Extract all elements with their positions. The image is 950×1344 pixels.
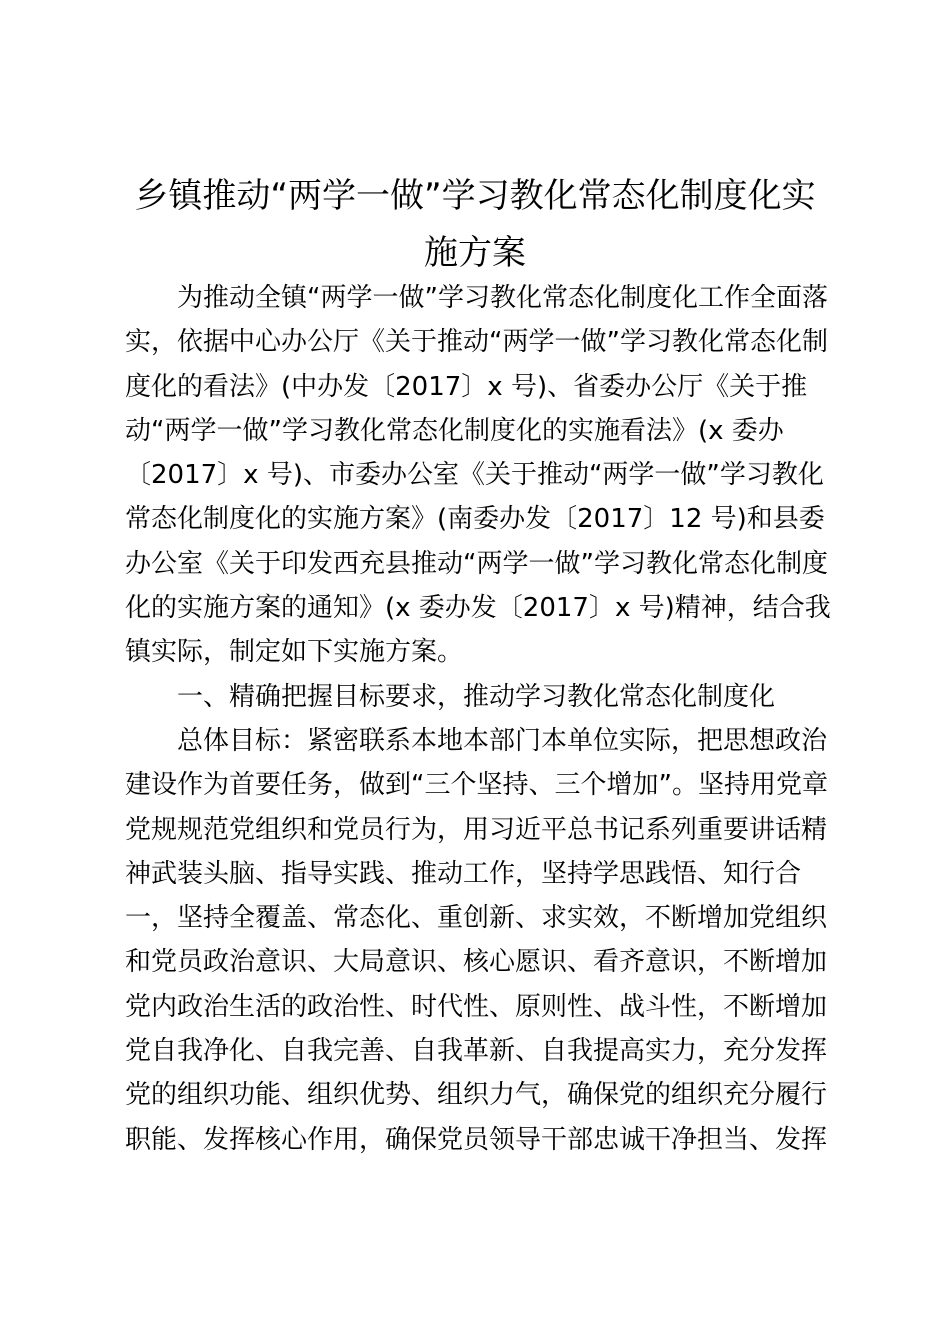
paragraph-goal [125,719,828,1162]
paragraph-line: 和党员政治意识、大局意识、核心愿识、看齐意识，不断增加 [125,947,828,978]
paragraph-line: 为推动全镇“两学一做”学习教化常态化制度化工作全面落 [177,283,828,313]
paragraph-line: 办公室《关于印发西充县推动“两学一做”学习教化常态化制度 [125,548,828,579]
paragraph-line: 总体目标：紧密联系本地本部门本单位实际，把思想政治 [177,725,828,756]
paragraph-line: 〔2017〕x 号)、市委办公室《关于推动“两学一做”学习教化 [125,460,824,491]
document-body [125,276,831,1162]
paragraph-line: 党内政治生活的政治性、时代性、原则性、战斗性，不断增加 [125,991,828,1022]
paragraph-intro [125,276,831,675]
paragraph-line: 职能、发挥核心作用，确保党员领导干部忠诚干净担当、发挥 [125,1124,828,1155]
section-heading-1: 一、精确把握目标要求，推动学习教化常态化制度化 [177,681,776,712]
paragraph-line: 实，依据中心办公厅《关于推动“两学一做”学习教化常态化制 [125,327,828,358]
paragraph-line: 党规规范党组织和党员行为，用习近平总书记系列重要讲话精 [125,814,828,845]
paragraph-line: 动“两学一做”学习教化常态化制度化的实施看法》(x 委办 [125,415,784,446]
title-line-1: 乡镇推动“两学一做”学习教化常态化制度化实 [134,176,816,216]
paragraph-line: 常态化制度化的实施方案》(南委办发〔2017〕12 号)和县委 [125,504,825,535]
paragraph-line: 党自我净化、自我完善、自我革新、自我提高实力，充分发挥 [125,1036,828,1067]
paragraph-line: 化的实施方案的通知》(x 委办发〔2017〕x 号)精神，结合我 [125,593,831,624]
paragraph-line: 党的组织功能、组织优势、组织力气，确保党的组织充分履行 [125,1080,828,1111]
paragraph-line: 神武装头脑、指导实践、推动工作，坚持学思践悟、知行合 [125,858,802,889]
paragraph-line: 建设作为首要任务，做到“三个坚持、三个增加”。坚持用党章 [125,770,828,801]
document-title [118,168,832,282]
paragraph-line: 一，坚持全覆盖、常态化、重创新、求实效，不断增加党组织 [125,903,828,934]
title-line-2: 施方案 [424,233,526,273]
paragraph-line: 度化的看法》(中办发〔2017〕x 号)、省委办公厅《关于推 [125,371,808,402]
paragraph-line: 镇实际，制定如下实施方案。 [125,637,464,668]
